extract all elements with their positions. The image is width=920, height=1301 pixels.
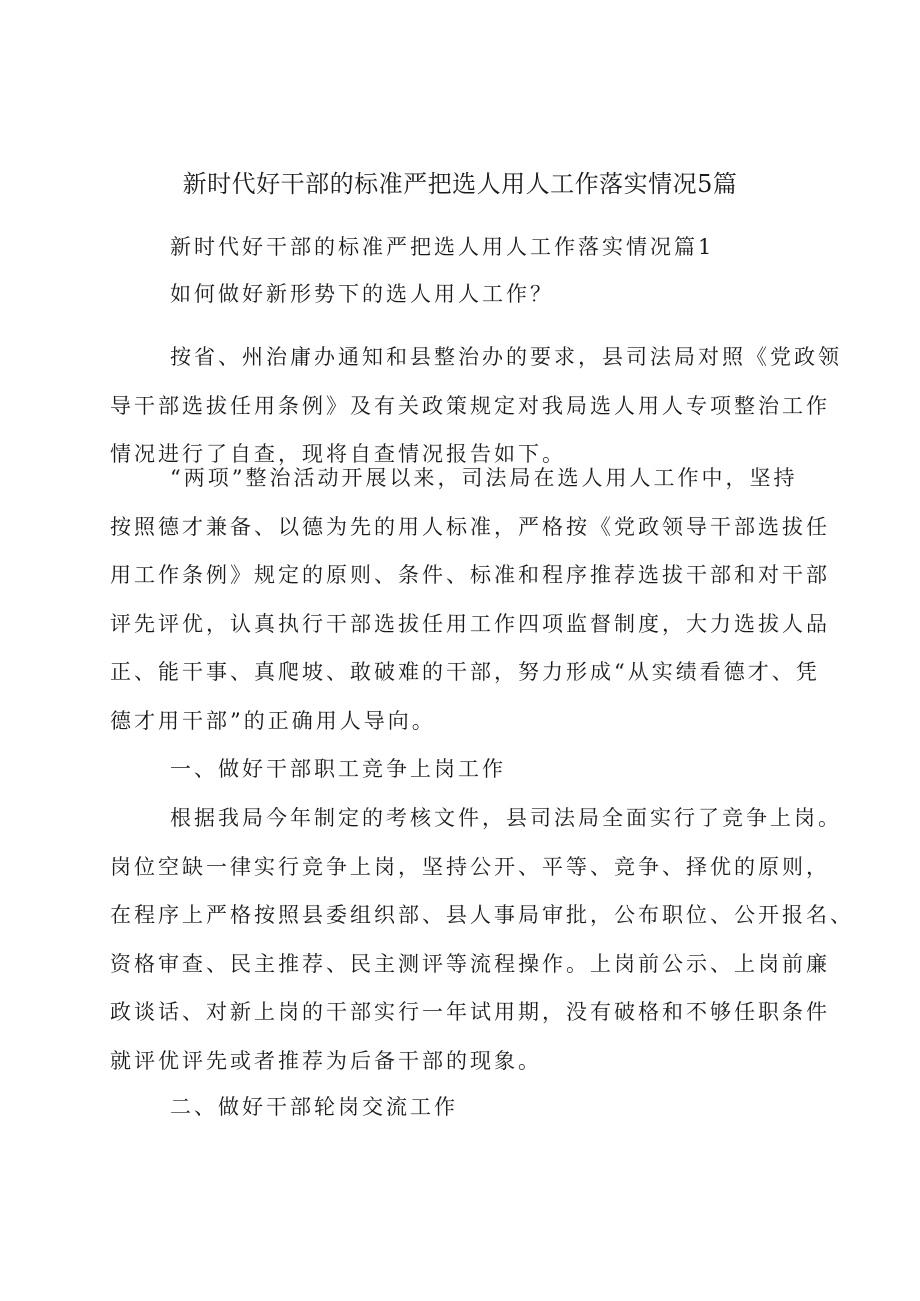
- paragraph-3: [110, 794, 854, 1085]
- section-heading: 一、做好干部职工竞争上岗工作: [170, 757, 506, 781]
- paragraph-line: “两项”整治活动开展以来，司法局在选人用人工作中，坚持: [170, 466, 798, 490]
- question-line: [170, 270, 830, 319]
- paragraph-line: 按省、州治庸办通知和县整治办的要求，县司法局对照《党政领: [170, 345, 842, 369]
- paragraph-line: 在程序上严格按照县委组织部、县人事局审批，公布职位、公开报名、: [110, 903, 854, 927]
- paragraph-line: 就评优评先或者推荐为后备干部的现象。: [110, 1048, 542, 1073]
- paragraph-line: 岗位空缺一律实行竞争上岗，坚持公开、平等、竞争、择优的原则，: [110, 854, 830, 879]
- section-heading: 二、做好干部轮岗交流工作: [170, 1095, 458, 1119]
- document-subtitle: [170, 223, 830, 272]
- paragraph-line: 德才用干部”的正确用人导向。: [110, 708, 436, 733]
- paragraph-line: 用工作条例》规定的原则、条件、标准和程序推荐选拔干部和对干部: [110, 563, 830, 587]
- paragraph-line: 根据我局今年制定的考核文件，县司法局全面实行了竞争上岗。: [170, 806, 842, 830]
- paragraph-line: 正、能干事、真爬坡、敢破难的干部，努力形成“从实绩看德才、凭: [110, 660, 820, 684]
- paragraph-line: 导干部选拔任用条例》及有关政策规定对我局选人用人专项整治工作: [110, 393, 830, 418]
- paragraph-line: 评先评优，认真执行干部选拔任用工作四项监督制度，大力选拔人品: [110, 611, 830, 636]
- document-title: 新时代好干部的标准严把选人用人工作落实情况5篇: [182, 170, 738, 198]
- subtitle-line: 新时代好干部的标准严把选人用人工作落实情况篇1: [170, 235, 715, 259]
- paragraph-line: 按照德才兼备、以德为先的用人标准，严格按《党政领导干部选拔任: [110, 514, 830, 539]
- heading-2: [170, 1083, 830, 1132]
- question-text: 如何做好新形势下的选人用人工作？: [170, 282, 554, 306]
- heading-1: [170, 745, 830, 794]
- paragraph-line: 情况进行了自查，现将自查情况报告如下。: [110, 442, 566, 466]
- paragraph-line: 资格审查、民主推荐、民主测评等流程操作。上岗前公示、上岗前廉: [110, 951, 830, 976]
- paragraph-line: 政谈话、对新上岗的干部实行一年试用期，没有破格和不够任职条件: [110, 1000, 830, 1024]
